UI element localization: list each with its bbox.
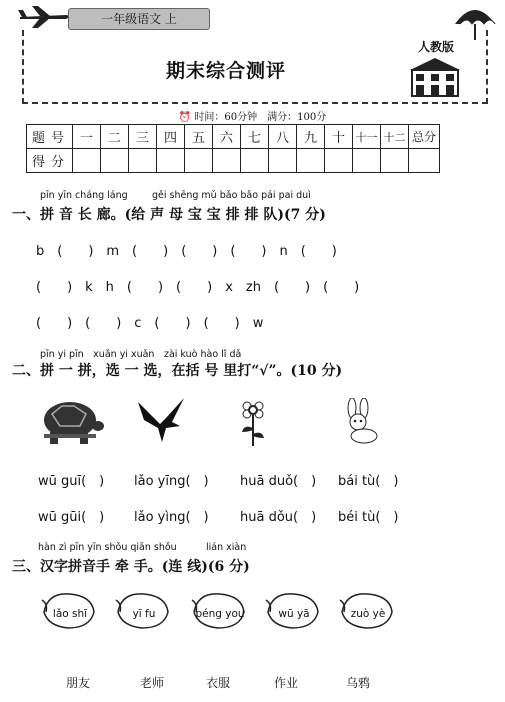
sec3-pinyin-b: lián xiàn — [206, 542, 247, 553]
clock-icon: ⏰ — [178, 112, 192, 123]
score-cell[interactable] — [101, 149, 129, 173]
building-icon — [406, 56, 464, 98]
score-col: 十二 — [381, 125, 409, 149]
leaf-pinyin[interactable]: yī fu — [132, 608, 156, 620]
score-col: 七 — [241, 125, 269, 149]
score-row-label: 得分 — [27, 149, 73, 173]
score-cell[interactable] — [381, 149, 409, 173]
score-col: 一 — [73, 125, 101, 149]
score-col: 三 — [129, 125, 157, 149]
hanzi-word[interactable]: 作业 — [274, 676, 299, 690]
score-cell[interactable] — [241, 149, 269, 173]
sec1-pinyin-a: pīn yīn cháng láng — [40, 190, 128, 201]
edition-label: 人教版 — [418, 40, 455, 54]
score-cell[interactable] — [269, 149, 297, 173]
score-col: 八 — [269, 125, 297, 149]
score-cell[interactable] — [409, 149, 440, 173]
score-total-label: 总分 — [409, 125, 440, 149]
sec3-title: 三、汉字拼音手 牵 手。(连 线)(6 分) — [12, 559, 250, 575]
score-col: 二 — [101, 125, 129, 149]
score-cell[interactable] — [353, 149, 381, 173]
leaf-pinyin[interactable]: wū yā — [278, 608, 310, 620]
score-cell[interactable] — [297, 149, 325, 173]
hanzi-word[interactable]: 朋友 — [66, 676, 91, 690]
score-table — [26, 124, 440, 173]
sec2-option[interactable]: lǎo yìng( ) — [134, 510, 209, 525]
sec2-option[interactable]: wū guī( ) — [38, 474, 105, 489]
page-title: 期末综合测评 — [165, 60, 286, 82]
sec2-option[interactable]: huā duǒ( ) — [240, 474, 317, 489]
score-cell[interactable] — [185, 149, 213, 173]
score-col: 四 — [157, 125, 185, 149]
score-col: 五 — [185, 125, 213, 149]
score-cell[interactable] — [325, 149, 353, 173]
grade-tag: 一年级语文 上 — [68, 8, 210, 30]
turtle-icon — [36, 396, 104, 448]
sec1-pinyin-b: gěi shēng mǔ bǎo bǎo pái pai duì — [152, 190, 311, 201]
hanzi-word[interactable]: 老师 — [140, 676, 165, 690]
score-col: 十 — [325, 125, 353, 149]
leaf-pinyin[interactable]: zuò yè — [350, 608, 386, 620]
eagle-icon — [136, 398, 188, 444]
score-col: 六 — [213, 125, 241, 149]
sec3-pinyin-a: hàn zì pīn yīn shǒu qiān shǒu — [38, 542, 177, 553]
score-cell[interactable] — [129, 149, 157, 173]
sec2-option[interactable]: wū gūi( ) — [38, 510, 105, 525]
sec2-option[interactable]: lǎo yīng( ) — [134, 474, 209, 489]
score-col: 十一 — [353, 125, 381, 149]
leaf-pinyin[interactable]: lǎo shī — [52, 608, 88, 620]
sec2-option[interactable]: bái tù( ) — [338, 474, 399, 489]
sec2-pinyin: pīn yi pīn xuǎn yi xuǎn zài kuò hào lǐ dǎ — [40, 349, 242, 360]
sec2-option[interactable]: béi tù( ) — [338, 510, 399, 525]
sec2-title: 二、拼 一 拼，选 一 选，在括 号 里打“√”。(10 分) — [12, 363, 343, 379]
exam-meta: ⏰ 时间：60分钟 满分：100分 — [178, 112, 327, 123]
score-row-label: 题号 — [27, 125, 73, 149]
score-cell[interactable] — [213, 149, 241, 173]
score-col: 九 — [297, 125, 325, 149]
table-row — [27, 149, 440, 173]
sec1-title: 一、拼 音 长 廊。(给 声 母 宝 宝 排 排 队)(7 分) — [12, 207, 326, 223]
hanzi-word[interactable]: 乌鸦 — [346, 676, 371, 690]
sec1-row-3[interactable]: ( ) ( ) c ( ) ( ) w — [36, 316, 264, 331]
sec2-option[interactable]: huā dǒu( ) — [240, 510, 317, 525]
table-row — [27, 125, 440, 149]
sec1-row-2[interactable]: ( ) k h ( ) ( ) x zh ( ) ( ) — [36, 280, 360, 295]
rabbit-icon — [340, 398, 380, 444]
leaf-pinyin[interactable]: péng you — [195, 608, 245, 620]
sec1-row-1[interactable]: b ( ) m ( ) ( ) ( ) n ( ) — [36, 244, 337, 259]
airplane-icon — [18, 4, 74, 30]
hanzi-word[interactable]: 衣服 — [206, 676, 231, 690]
score-cell[interactable] — [157, 149, 185, 173]
score-cell[interactable] — [73, 149, 101, 173]
flower-icon — [238, 398, 268, 448]
